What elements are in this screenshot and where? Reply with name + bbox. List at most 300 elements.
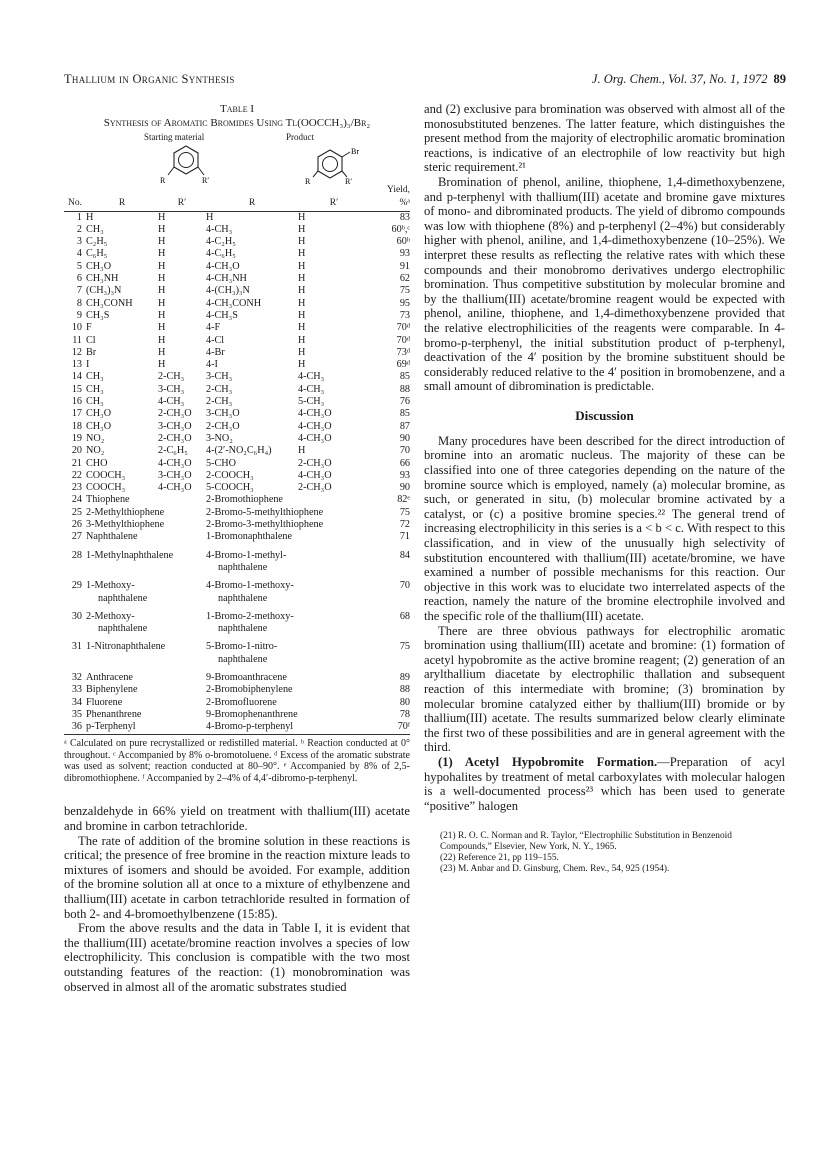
table-row [64,408,410,420]
product-r: 4-(CH₃)₃N [206,285,250,297]
product-r: 4-(2′-NO₂C₆H₄) [206,445,272,457]
table-row [64,635,410,666]
product-compound [206,635,370,666]
product-r: 3-CH₃ [206,371,233,383]
product-compound-name: 2-Bromofluorene [206,696,277,708]
start-rprime: H [158,223,166,235]
product-compound-name-cont: naphthalene [218,592,268,604]
row-number: 30 [71,610,82,622]
start-compound-name-cont: naphthalene [98,623,148,635]
start-rprime: 2-CH₃O [158,432,192,444]
row-number: 9 [76,309,82,321]
yield-value: 72 [399,519,410,531]
product-compound-name: 4-Bromo-p-terphenyl [206,721,294,733]
yield-value: 68 [399,610,410,622]
product-rprime: H [298,359,306,371]
product-r: 4-I [206,359,218,371]
start-rprime: H [158,346,166,358]
start-r: CH₃O [86,408,112,420]
yield-value: 73 [399,309,410,321]
table-row [64,507,410,519]
start-r: NO₂ [86,432,105,444]
start-compound-name: 3-Methylthiophene [86,519,165,531]
row-number: 16 [71,396,82,408]
start-compound [86,507,206,519]
row-number: 3 [76,236,82,248]
start-rprime: 3-CH₃ [158,383,185,395]
table-row [64,371,410,383]
structure-label-rprime: R′ [202,176,210,184]
product-benzene-structure [300,144,370,184]
starting-benzene-structure [156,144,216,184]
start-compound-name: Anthracene [86,671,133,683]
start-r: I [86,359,90,371]
structure-label-rprime-product: R′ [345,177,353,184]
product-rprime: 5-CH₃ [298,396,325,408]
row-number: 6 [76,273,82,285]
references [424,831,785,875]
product-compound [206,697,370,709]
product-compound [206,605,370,636]
structure-row [64,144,410,184]
start-compound [86,666,206,684]
table-row [64,261,410,273]
product-rprime: H [298,248,306,260]
table-subheads [64,132,410,144]
product-compound-name: 2-Bromo-5-methylthiophene [206,506,324,518]
page-number: 89 [773,72,786,86]
bromination-table [64,184,410,735]
row-number: 32 [71,671,82,683]
start-compound-name: 2-Methoxy- [86,610,135,622]
table-row [64,519,410,531]
product-compound-name: 1-Bromo-2-methoxy- [206,610,294,622]
product-r: 3-CH₃O [206,408,240,420]
left-paragraph-1: benzaldehyde in 66% yield on treatment with thallium(III) acetate and bromine in carbon tetrachloride. [64,804,410,834]
product-r: H [206,211,214,223]
product-compound [206,574,370,605]
yield-value: 60ᵇ [396,236,410,248]
col-header-product-rprime: R′ [298,197,370,211]
product-compound [206,544,370,575]
yield-value: 75 [399,506,410,518]
product-r: 4-F [206,322,221,334]
yield-value: 90 [399,482,410,494]
product-r: 4-Cl [206,334,225,346]
yield-value: 66 [399,457,410,469]
start-compound [86,544,206,575]
discussion-paragraph-2: There are three obvious pathways for electrophilic aromatic bromination using thallium(III) acetate and bromine: (1) formation of acetyl hypobromite as the active bromine reagent; (2) generation of an arylthallium diacetate by electrophilic thallation and subsequent reaction of this intermediate with bromine; (3) bromination by molecular bromine catalyzed either by thallium(III) bromide or by thallium(III) acetate. The results summarized below clearly eliminate the first two of these possibilities and are in general agreement with the third. [424,623,785,755]
table-row [64,544,410,575]
yield-value: 91 [399,260,410,272]
running-head-journal [592,72,786,87]
product-compound-name-cont: naphthalene [218,653,268,665]
structure-label-r-product: R [305,177,311,184]
start-r: CH₃NH [86,273,119,285]
product-rprime: H [298,346,306,358]
yield-header-top: Yield, [387,185,410,195]
start-compound-name: 1-Methoxy- [86,580,135,592]
discussion-paragraph-1: Many procedures have been described for the direct introduction of bromine into an aromatic nucleus. The majority of these can be classified into one of three categories depending on the nature of the bromine source which is employed, namely (a) molecular bromine, as such, or generated in situ, (b) molecular bromine activated by a catalyst, or (c) a positive bromine species.²² The general trend of increasing electrophilicity in this series is a < b < c. With respect to this classification, and in view of the unusually high selectivity of substitution encountered with thallium(III) acetate/bromine, we have examined a number of possible mechanisms for this reaction. Our objective in this work was to elucidate two interrelated aspects of the reaction, namely the nature of the bromine electrophile involved and the specific role of the thallium(III) acetate. [424,433,785,623]
table-row [64,248,410,260]
row-number: 10 [71,322,82,334]
row-number: 18 [71,420,82,432]
product-compound [206,519,370,531]
product-rprime: H [298,273,306,285]
table-row [64,684,410,696]
product-compound-name: 9-Bromophenanthrene [206,708,298,720]
starting-material-heading: Starting material [144,132,205,142]
table-row [64,273,410,285]
product-rprime: 4-CH₃ [298,371,325,383]
yield-value: 70ᵈ [396,334,410,346]
product-compound [206,507,370,519]
yield-header-bottom: %ᵃ [370,197,410,211]
start-r: (CH₃)₃N [86,285,122,297]
col-header-no: No. [64,197,86,211]
start-r: C₆H₅ [86,248,108,260]
start-compound-name: Naphthalene [86,531,138,543]
product-rprime: H [298,260,306,272]
product-compound-name: 2-Bromothiophene [206,494,283,506]
runin-text: —Preparation of acyl hypohalites by treatment of metal carboxylates with molecular halogen is a well-documented process²³ which has been used to generate “positive” halogen [424,754,785,813]
start-compound-name: Thiophene [86,494,130,506]
yield-value: 76 [399,396,410,408]
journal-citation: J. Org. Chem., Vol. 37, No. 1, 1972 [591,72,768,86]
product-rprime: 4-CH₃O [298,432,332,444]
start-r: CH₃ [86,223,104,235]
table-row [64,396,410,408]
start-rprime: 2-C₆H₅ [158,445,188,457]
product-rprime: 4-CH₃O [298,408,332,420]
left-paragraph-3: From the above results and the data in Table I, it is evident that the thallium(III) acetate/bromine reaction involves a species of low electrophilicity. This conclusion is compatible with the two most outstanding features of the reaction: (1) monobromination was observed in almost all of the aromatic substrates studied [64,921,410,994]
row-number: 13 [71,359,82,371]
start-rprime: H [158,309,166,321]
product-rprime: 2-CH₃O [298,482,332,494]
table-row [64,322,410,334]
yield-value: 85 [399,371,410,383]
product-rprime: H [298,334,306,346]
start-compound-name: 2-Methylthiophene [86,506,165,518]
table-row [64,211,410,224]
product-r: 4-Br [206,346,225,358]
yield-value: 70ᵈ [396,322,410,334]
reference-21: (21) R. O. C. Norman and R. Taylor, “Electrophilic Substitution in Benzenoid Compounds,” Elsevier, New York, N. Y., 1965. [440,831,732,853]
table-row [64,531,410,543]
table-row [64,236,410,248]
start-rprime: H [158,359,166,371]
table-row [64,310,410,322]
table-row [64,298,410,310]
start-compound [86,721,206,735]
yield-value: 85 [399,408,410,420]
start-r: COOCH₃ [86,482,126,494]
table-row [64,347,410,359]
start-r: NO₂ [86,445,105,457]
yield-value: 80 [399,696,410,708]
yield-value: 69ᵈ [396,359,410,371]
product-r: 4-CH₃NH [206,273,247,285]
start-compound [86,635,206,666]
yield-value: 93 [399,248,410,260]
start-rprime: 4-CH₃O [158,457,192,469]
start-r: CH₃S [86,309,110,321]
start-compound-name-cont: naphthalene [98,592,148,604]
row-number: 34 [71,696,82,708]
row-number: 35 [71,708,82,720]
product-rprime: H [298,322,306,334]
discussion-paragraph-3 [424,755,785,813]
product-compound [206,531,370,543]
table-caption: Table I [219,103,255,115]
start-compound [86,519,206,531]
col-header-product-r: R [206,197,298,211]
yield-value: 88 [399,684,410,696]
yield-value: 93 [399,469,410,481]
running-head-title: Thallium in Organic Synthesis [64,72,235,86]
product-r: 2-CH₃ [206,383,233,395]
start-compound-name: 1-Nitronaphthalene [86,641,166,653]
yield-value: 88 [399,383,410,395]
row-number: 8 [76,297,82,309]
yield-value: 71 [399,531,410,543]
start-r: CH₃ [86,371,104,383]
product-compound [206,494,370,506]
table-row [64,224,410,236]
start-r: CHO [86,457,108,469]
row-number: 33 [71,684,82,696]
row-number: 15 [71,383,82,395]
start-rprime: H [158,285,166,297]
product-rprime: 4-CH₃ [298,383,325,395]
right-column [424,102,785,875]
table-row [64,574,410,605]
product-r: 3-NO₂ [206,432,233,444]
start-compound-name: 1-Methylnaphthalene [86,549,174,561]
start-rprime: 4-CH₃ [158,396,185,408]
start-compound [86,494,206,506]
product-rprime: 4-CH₃O [298,420,332,432]
start-compound [86,605,206,636]
product-rprime: H [298,223,306,235]
yield-value: 70 [399,445,410,457]
col-header-rprime: R′ [158,197,206,211]
product-rprime: H [298,297,306,309]
start-rprime: H [158,236,166,248]
yield-value: 95 [399,297,410,309]
structure-label-r: R [160,176,166,184]
start-r: COOCH₃ [86,469,126,481]
product-r: 5-COOCH₃ [206,482,254,494]
table-footnotes: ᵃ Calculated on pure recrystallized or redistilled material. ᵇ Reaction conducted at 0° throughout. ᶜ Accompanied by 8% o-bromotoluene. ᵈ Excess of the aromatic substrate was used as solvent; reaction conducted at 80–90°. ᵉ Accompanied by 8% of 2,5-dibromothiophene. ᶠ Accompanied by 2–4% of 4,4′-dibromo-p-terphenyl. [64,738,410,784]
start-rprime: 3-CH₃O [158,469,192,481]
start-r: H [86,211,94,223]
yield-value: 62 [399,273,410,285]
product-rprime: H [298,309,306,321]
right-paragraph-2: Bromination of phenol, aniline, thiophene, 1,4-dimethoxybenzene, and p-terphenyl with thallium(III) acetate and bromine gave mixtures of mono- and dibrominated products. The yield of dibromo compounds was low with thiophene (8%) and p-terphenyl (2–4%) but considerably higher with phenol, aniline, and 1,4-dimethoxybenzene (10–25%). We interpret these results as reflecting the relative rates with which these compounds and their monobromo derivatives undergo electrophilic bromination. Thus competitive substitution by molecular bromine and by the thallium(III) acetate/bromine reagent would be expected with phenol, aniline, thiophene, and 1,4-dimethoxybenzene provided that the relative electrophilicities of the reagents were comparable. In 4-bromo-p-terphenyl, the initial substitution product of p-terphenyl, deactivation of the 4′ position by the bromine substituent should be considerably reduced relative to the 4′ position in bromobenzene, and a small amount of dibromination is predictable. [424,174,785,394]
start-rprime: H [158,297,166,309]
start-rprime: H [158,260,166,272]
product-heading: Product [286,132,314,142]
table-row [64,666,410,684]
product-rprime: 4-CH₃O [298,469,332,481]
row-number: 23 [71,482,82,494]
row-number: 2 [76,223,82,235]
start-compound-name: Fluorene [86,696,123,708]
table-row [64,433,410,445]
row-number: 21 [71,457,82,469]
product-compound-name: 9-Bromoanthracene [206,671,287,683]
table-row [64,721,410,735]
start-rprime: H [158,334,166,346]
start-rprime: 4-CH₃O [158,482,192,494]
row-number: 4 [76,248,82,260]
product-compound [206,709,370,721]
product-compound-name: 1-Bromonaphthalene [206,531,293,543]
yield-value: 70ᶠ [370,721,410,735]
product-r: 2-CH₃ [206,396,233,408]
product-rprime: H [298,285,306,297]
product-compound-name: 4-Bromo-1-methoxy- [206,580,294,592]
row-number: 29 [71,580,82,592]
product-rprime: H [298,236,306,248]
start-compound-name: Biphenylene [86,684,138,696]
table-row [64,359,410,371]
table-row [64,285,410,297]
yield-value: 60ᵇ,ᶜ [391,223,410,235]
product-compound [206,684,370,696]
start-rprime: 3-CH₃O [158,420,192,432]
product-r: 4-C₆H₅ [206,248,236,260]
table-row [64,335,410,347]
row-number: 36 [64,721,86,735]
product-r: 2-CH₃O [206,420,240,432]
product-compound-name: 5-Bromo-1-nitro- [206,641,278,653]
yield-value: 87 [399,420,410,432]
start-r: CH₃O [86,260,112,272]
row-number: 28 [71,549,82,561]
product-compound [206,666,370,684]
product-compound-name-cont: naphthalene [218,561,268,573]
table-row [64,709,410,721]
row-number: 20 [71,445,82,457]
start-r: C₂H₅ [86,236,108,248]
table-row [64,421,410,433]
table-row [64,605,410,636]
product-r: 2-COOCH₃ [206,469,254,481]
start-r: Br [86,346,97,358]
running-head [64,72,786,88]
start-rprime: 2-CH₃ [158,371,185,383]
structure-label-br: Br [351,147,359,156]
left-paragraph-2: The rate of addition of the bromine solution in these reactions is critical; the presence of free bromine in the reaction mixture leads to mixtures of isomers and should be avoided. For example, addition of the bromine solution all at once to a mixture of ethylbenzene and thallium(III) acetate in carbon tetrachloride resulted in formation of both 2- and 4-bromoethylbenzene (15:85). [64,833,410,921]
product-rprime: H [298,211,306,223]
start-rprime: H [158,273,166,285]
start-r: Cl [86,334,96,346]
table-row [64,482,410,494]
runin-heading: (1) Acetyl Hypobromite Formation. [438,754,658,769]
start-rprime: H [158,322,166,334]
left-column [64,102,410,994]
product-r: 4-CH₃O [206,260,240,272]
row-number: 14 [71,371,82,383]
col-header-r: R [86,197,158,211]
start-compound [86,684,206,696]
yield-value: 73ᵈ [396,346,410,358]
reference-22: (22) Reference 21, pp 119–155. [440,853,559,864]
product-compound-name: 4-Bromo-1-methyl- [206,549,287,561]
right-paragraph-1: and (2) exclusive para bromination was observed with almost all of the monosubstituted benzenes. The latter feature, which distinguishes the present method from the majority of electrophilic aromatic bromination reactions, is indicative of an electrophile of low reactivity but high steric requirement.²¹ [424,102,785,175]
row-number: 22 [71,469,82,481]
product-r: 4-CH₃CONH [206,297,262,309]
product-r: 5-CHO [206,457,236,469]
yield-value: 75 [399,641,410,653]
start-r: CH₃CONH [86,297,133,309]
yield-value: 83 [399,211,410,223]
row-number: 19 [71,432,82,444]
start-compound-name: Phenanthrene [86,708,142,720]
row-number: 27 [71,531,82,543]
start-rprime: H [158,248,166,260]
reference-23: (23) M. Anbar and D. Ginsburg, Chem. Rev., 54, 925 (1954). [440,864,670,875]
start-r: CH₃ [86,396,104,408]
product-rprime: H [298,445,306,457]
start-r: F [86,322,92,334]
yield-value: 78 [399,708,410,720]
start-compound [86,531,206,543]
start-compound [86,697,206,709]
table-title: Synthesis of Aromatic Bromides Using Tl(OOCCH₃)₃/Br₂ [103,117,371,129]
product-r: 4-CH₃ [206,223,233,235]
yield-value: 89 [399,671,410,683]
yield-value: 90 [399,432,410,444]
start-compound-name: p-Terphenyl [86,721,136,733]
product-compound-name-cont: naphthalene [218,623,268,635]
product-compound-name: 2-Bromobiphenylene [206,684,293,696]
yield-value: 84 [399,549,410,561]
yield-value: 70 [399,580,410,592]
section-heading-discussion: Discussion [575,407,634,423]
start-rprime: H [158,211,166,223]
row-number: 12 [71,346,82,358]
start-compound [86,574,206,605]
product-compound [206,721,370,735]
start-compound [86,709,206,721]
table-row [64,458,410,470]
yield-value: 82ᵉ [397,494,410,506]
product-compound-name: 2-Bromo-3-methylthiophene [206,519,324,531]
row-number: 17 [71,408,82,420]
yield-value: 75 [399,285,410,297]
start-r: CH₃O [86,420,112,432]
row-number: 25 [71,506,82,518]
row-number: 1 [76,211,82,223]
start-r: CH₃ [86,383,104,395]
start-rprime: 2-CH₃O [158,408,192,420]
row-number: 7 [76,285,82,297]
product-r: 4-CH₃S [206,309,238,321]
row-number: 11 [72,334,82,346]
table-row [64,445,410,457]
row-number: 26 [71,519,82,531]
table-row [64,384,410,396]
table-row [64,470,410,482]
row-number: 31 [71,641,82,653]
product-rprime: 2-CH₃O [298,457,332,469]
table-row [64,697,410,709]
product-r: 4-C₂H₅ [206,236,236,248]
row-number: 24 [71,494,82,506]
